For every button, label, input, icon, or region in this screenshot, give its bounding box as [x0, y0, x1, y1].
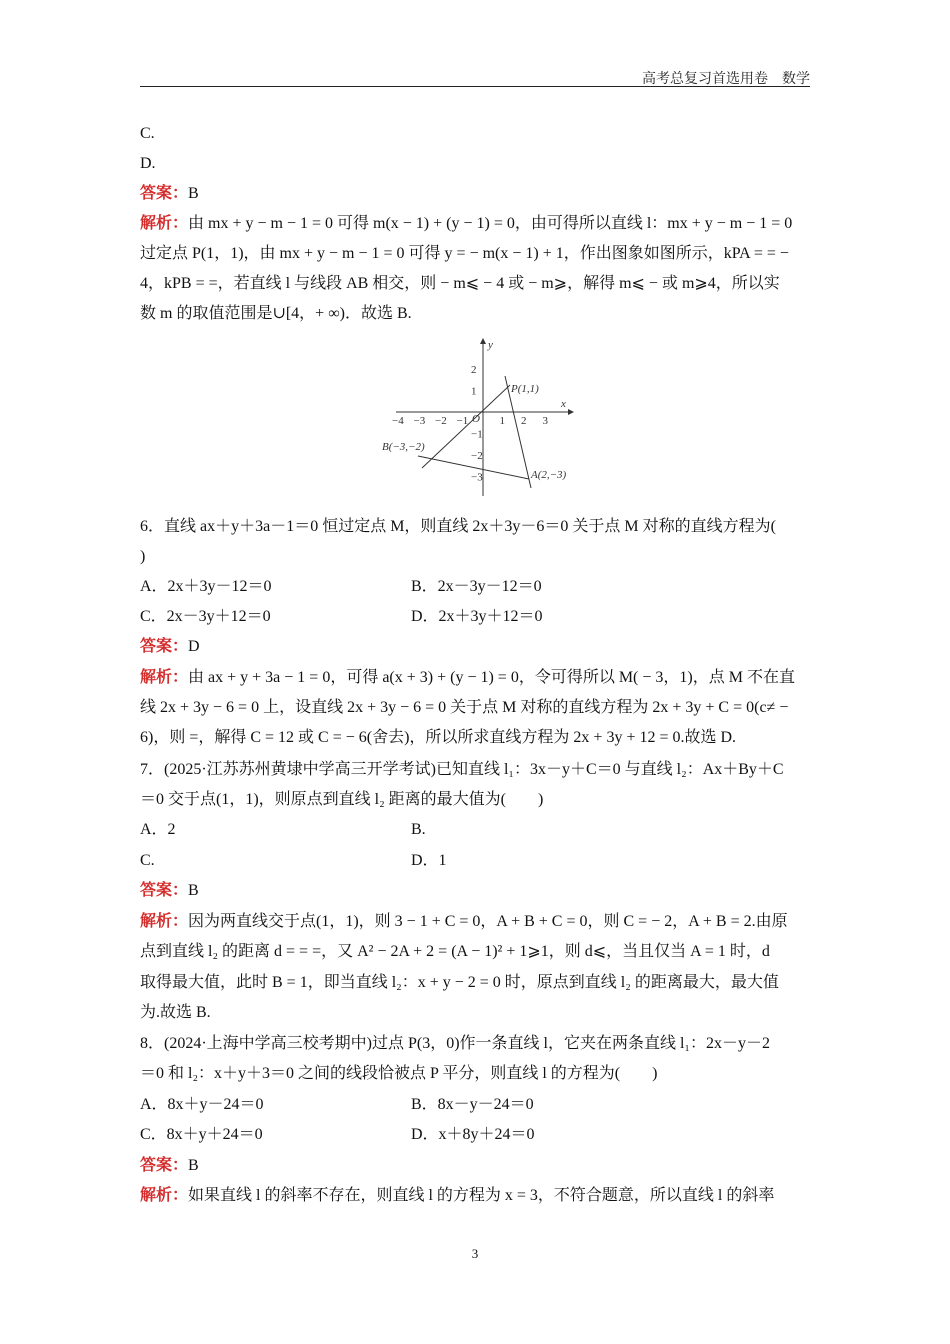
x-tick-label: −2	[435, 415, 447, 427]
point-b-label: B(−3,−2)	[382, 441, 425, 453]
option-d: D.	[140, 155, 156, 172]
analysis-text: 由 ax + y + 3a − 1 = 0，可得 a(x + 3) + (y − 1) = 0，令可得所以 M( − 3，1)，点 M 不在直	[188, 669, 795, 686]
analysis-label: 解析：	[140, 913, 189, 930]
analysis-line: 过定点 P(1，1)，由 mx + y − m − 1 = 0 可得 y = − m(x − 1) + 1，作出图象如图所示，kPA = = −	[140, 245, 789, 262]
option-b: B．8x－y－24＝0	[411, 1096, 534, 1113]
x-tick-label: 1	[499, 415, 505, 427]
x-tick-label: 2	[521, 415, 527, 427]
question-stem: ＝0 和 l₂：x＋y＋3＝0 之间的线段恰被点 P 平分，则直线 l 的方程为( )	[140, 1065, 658, 1082]
option-d: D．2x＋3y＋12＝0	[411, 608, 543, 625]
analysis-label: 解析：	[140, 215, 189, 232]
option-d: D．1	[411, 852, 447, 869]
header-rule	[140, 86, 810, 87]
point-a-label: A(2,−3)	[531, 469, 567, 481]
analysis-text: 如果直线 l 的斜率不存在，则直线 l 的方程为 x = 3，不符合题意，所以直线 l 的斜率	[188, 1187, 775, 1204]
analysis-line	[140, 668, 810, 688]
origin-label: O	[472, 413, 480, 425]
answer-label: 答案：	[140, 882, 189, 899]
y-tick-label: 1	[471, 385, 477, 398]
analysis-line	[140, 1186, 810, 1206]
x-tick-label: −4	[392, 415, 404, 427]
analysis-text: 由 mx + y − m − 1 = 0 可得 m(x − 1) + (y − 1) = 0，由可得所以直线 l：mx + y − m − 1 = 0	[188, 215, 793, 232]
analysis-line: 为.故选 B.	[140, 1004, 211, 1021]
answer-value: D	[188, 638, 200, 655]
coordinate-figure	[378, 338, 578, 498]
analysis-label: 解析：	[140, 1187, 189, 1204]
option-b: B．2x－3y－12＝0	[411, 578, 542, 595]
analysis-line: 取得最大值，此时 B = 1，即当直线 l₂：x + y − 2 = 0 时，原点到直线 l₂ 的距离最大，最大值	[140, 974, 779, 991]
analysis-line	[140, 214, 810, 234]
x-tick-label: 3	[542, 415, 548, 427]
running-header: 高考总复习首选用卷 数学	[642, 72, 810, 87]
question-stem: )	[140, 548, 146, 565]
x-tick-label: −3	[413, 415, 426, 427]
answer-line	[140, 881, 810, 901]
point-p-label: P(1,1)	[511, 383, 539, 395]
analysis-label: 解析：	[140, 669, 189, 686]
answer-label: 答案：	[140, 638, 189, 655]
option-c: C.	[140, 852, 155, 869]
option-c: C．2x－3y＋12＝0	[140, 608, 271, 625]
option-c: C．8x＋y＋24＝0	[140, 1126, 263, 1143]
option-b: B.	[411, 821, 426, 838]
x-tick-label: −1	[456, 415, 469, 427]
option-a: A．2	[140, 821, 176, 838]
y-tick-label: −1	[471, 428, 483, 441]
question-stem: 8．(2024·上海中学高三校考期中)过点 P(3，0)作一条直线 l，它夹在两条直线 l₁：2x－y－2	[140, 1035, 771, 1052]
analysis-line: 线 2x + 3y − 6 = 0 上，设直线 2x + 3y − 6 = 0 关于点 M 对称的直线方程为 2x + 3y + C = 0(c≠ −	[140, 699, 789, 716]
answer-line	[140, 637, 810, 657]
analysis-line: 数 m 的取值范围是∪[4，+ ∞)．故选 B.	[140, 305, 412, 322]
analysis-line: 点到直线 l₂ 的距离 d = = =，又 A² − 2A + 2 = (A − 1)² + 1⩾1，则 d⩽，当且仅当 A = 1 时，d	[140, 943, 770, 960]
y-axis-label: y	[488, 339, 493, 351]
x-axis-label: x	[561, 398, 566, 410]
option-a: A．2x＋3y－12＝0	[140, 578, 272, 595]
answer-line	[140, 184, 810, 204]
option-c: C.	[140, 125, 155, 142]
answer-label: 答案：	[140, 185, 189, 202]
option-d: D．x＋8y＋24＝0	[411, 1126, 535, 1143]
analysis-text: 因为两直线交于点(1，1)，则 3 − 1 + C = 0，A + B + C = 0，则 C = − 2，A + B = 2.由原	[188, 913, 788, 930]
y-tick-label: −3	[471, 471, 483, 484]
y-tick-label: 2	[471, 364, 477, 376]
analysis-line: 4，kPB = =，若直线 l 与线段 AB 相交，则 − m⩽ − 4 或 − m⩾，解得 m⩽ − 或 m⩾4，所以实	[140, 275, 780, 292]
answer-line	[140, 1156, 810, 1176]
answer-value: B	[188, 882, 199, 899]
page-number: 3	[471, 1246, 479, 1261]
analysis-line: 6)，则 =，解得 C = 12 或 C = − 6(舍去)，所以所求直线方程为 2x + 3y + 12 = 0.故选 D.	[140, 729, 737, 746]
question-stem: ＝0 交于点(1，1)，则原点到直线 l₂ 距离的最大值为( )	[140, 791, 544, 808]
answer-value: B	[188, 1157, 199, 1174]
answer-value: B	[188, 185, 199, 202]
answer-label: 答案：	[140, 1157, 189, 1174]
y-tick-label: −2	[471, 450, 483, 462]
analysis-line	[140, 912, 810, 932]
question-stem: 6．直线 ax＋y＋3a－1＝0 恒过定点 M，则直线 2x＋3y－6＝0 关于点 M 对称的直线方程为(	[140, 518, 776, 535]
question-stem: 7．(2025·江苏苏州黄埭中学高三开学考试)已知直线 l₁：3x－y＋C＝0 与直线 l₂：Ax＋By＋C	[140, 761, 784, 778]
option-a: A．8x＋y－24＝0	[140, 1096, 264, 1113]
